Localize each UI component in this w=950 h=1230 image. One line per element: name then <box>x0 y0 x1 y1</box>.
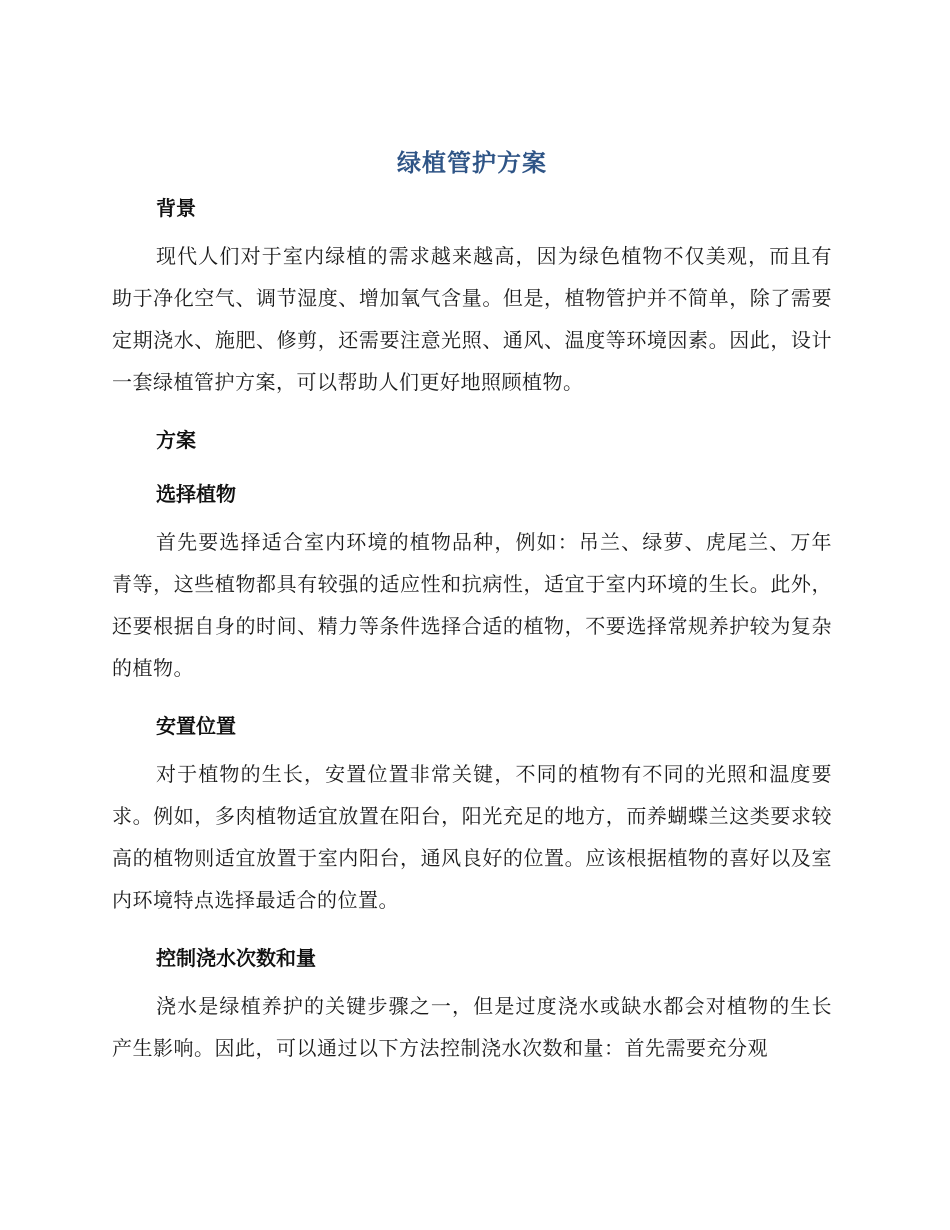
section-heading-plan: 方案 <box>156 428 196 452</box>
paragraph-placement: 对于植物的生长，安置位置非常关键，不同的植物有不同的光照和温度要求。例如，多肉植物适宜放置在阳台，阳光充足的地方，而养蝴蝶兰这类要求较高的植物则适宜放置于室内阳台，通风良好的位置。应该根据植物的喜好以及室内环境特点选择最适合的位置。 <box>112 762 832 912</box>
document-title: 绿植管护方案 <box>397 149 547 177</box>
section-heading-placement: 安置位置 <box>156 714 236 738</box>
paragraph-background: 现代人们对于室内绿植的需求越来越高，因为绿色植物不仅美观，而且有助于净化空气、调节湿度、增加氧气含量。但是，植物管护并不简单，除了需要定期浇水、施肥、修剪，还需要注意光照、通风、温度等环境因素。因此，设计一套绿植管护方案，可以帮助人们更好地照顾植物。 <box>112 244 832 394</box>
paragraph-watering: 浇水是绿植养护的关键步骤之一，但是过度浇水或缺水都会对植物的生长产生影响。因此，可以通过以下方法控制浇水次数和量：首先需要充分观 <box>112 994 832 1060</box>
section-heading-background: 背景 <box>156 196 196 220</box>
section-heading-watering: 控制浇水次数和量 <box>156 946 316 970</box>
section-heading-choose-plants: 选择植物 <box>156 482 236 506</box>
paragraph-choose-plants: 首先要选择适合室内环境的植物品种，例如：吊兰、绿萝、虎尾兰、万年青等，这些植物都具有较强的适应性和抗病性，适宜于室内环境的生长。此外，还要根据自身的时间、精力等条件选择合适的植物，不要选择常规养护较为复杂的植物。 <box>112 530 832 680</box>
